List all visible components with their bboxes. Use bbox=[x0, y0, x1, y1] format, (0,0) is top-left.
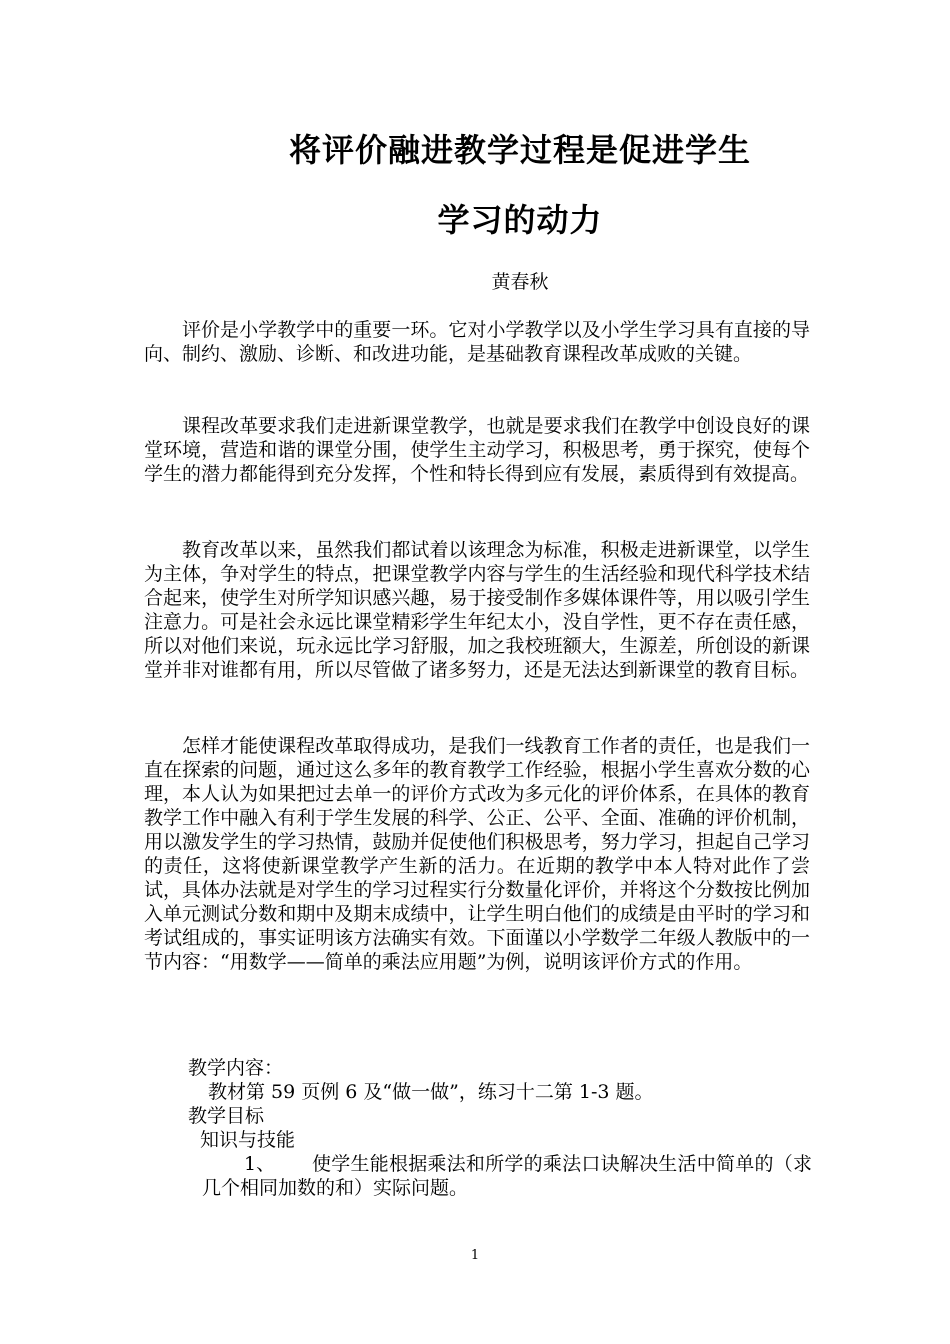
document-title-line-1: 将评价融进教学过程是促进学生 bbox=[288, 131, 751, 169]
lesson-content-text: 教材第 59 页例 6 及“做一做”，练习十二第 1-3 题。 bbox=[208, 1081, 654, 1103]
lesson-content-heading: 教学内容： bbox=[188, 1057, 284, 1079]
page-number: 1 bbox=[470, 1248, 480, 1263]
list-item-text: 使学生能根据乘法和所学的乘法口诀解决生活中简单的（求几个相同加数的和）实际问题。 bbox=[202, 1153, 812, 1199]
list-item-number: 1、 bbox=[244, 1153, 276, 1175]
document-title-line-2: 学习的动力 bbox=[437, 201, 603, 239]
paragraph-2: 课程改革要求我们走进新课堂教学，也就是要求我们在教学中创设良好的课堂环境，营造和谐的课堂分围，使学生主动学习，积极思考，勇于探究，使每个学生的潜力都能得到充分发挥，个性和特长得到应有发展，素质得到有效提高。 bbox=[144, 415, 810, 485]
lesson-goal-heading: 教学目标 bbox=[188, 1105, 265, 1127]
author-name: 黄春秋 bbox=[491, 271, 549, 293]
paragraph-1: 评价是小学教学中的重要一环。它对小学教学以及小学生学习具有直接的导向、制约、激励、诊断、和改进功能，是基础教育课程改革成败的关键。 bbox=[144, 319, 810, 365]
paragraph-4: 怎样才能使课程改革取得成功，是我们一线教育工作者的责任，也是我们一直在探索的问题，通过这么多年的教育教学工作经验，根据小学生喜欢分数的心理，本人认为如果把过去单一的评价方式改为多元化的评价体系，在具体的教育教学工作中融入有利于学生发展的科学、公正、公平、全面、准确的评价机制，用以激发学生的学习热情，鼓励并促使他们积极思考，努力学习，担起自己学习的责任，这将使新课堂教学产生新的活力。在近期的教学中本人特对此作了尝试，具体办法就是对学生的学习过程实行分数量化评价，并将这个分数按比例加入单元测试分数和期中及期末成绩中，让学生明白他们的成绩是由平时的学习和考试组成的，事实证明该方法确实有效。下面谨以小学数学二年级人教版中的一节内容：“用数学——简单的乘法应用题”为例，说明该评价方式的作用。 bbox=[144, 735, 810, 973]
paragraph-3: 教育改革以来，虽然我们都试着以该理念为标准，积极走进新课堂，以学生为主体，争对学生的特点，把课堂教学内容与学生的生活经验和现代科学技术结合起来，使学生对所学知识感兴趣，易于接受制作多媒体课件等，用以吸引学生注意力。可是社会永远比课堂精彩学生年纪太小，没自学性，更不存在责任感，所以对他们来说，玩永远比学习舒服，加之我校班额大，生源差，所创设的新课堂并非对谁都有用，所以尽管做了诸多努力，还是无法达到新课堂的教育目标。 bbox=[144, 539, 810, 681]
lesson-subheading: 知识与技能 bbox=[200, 1129, 296, 1151]
